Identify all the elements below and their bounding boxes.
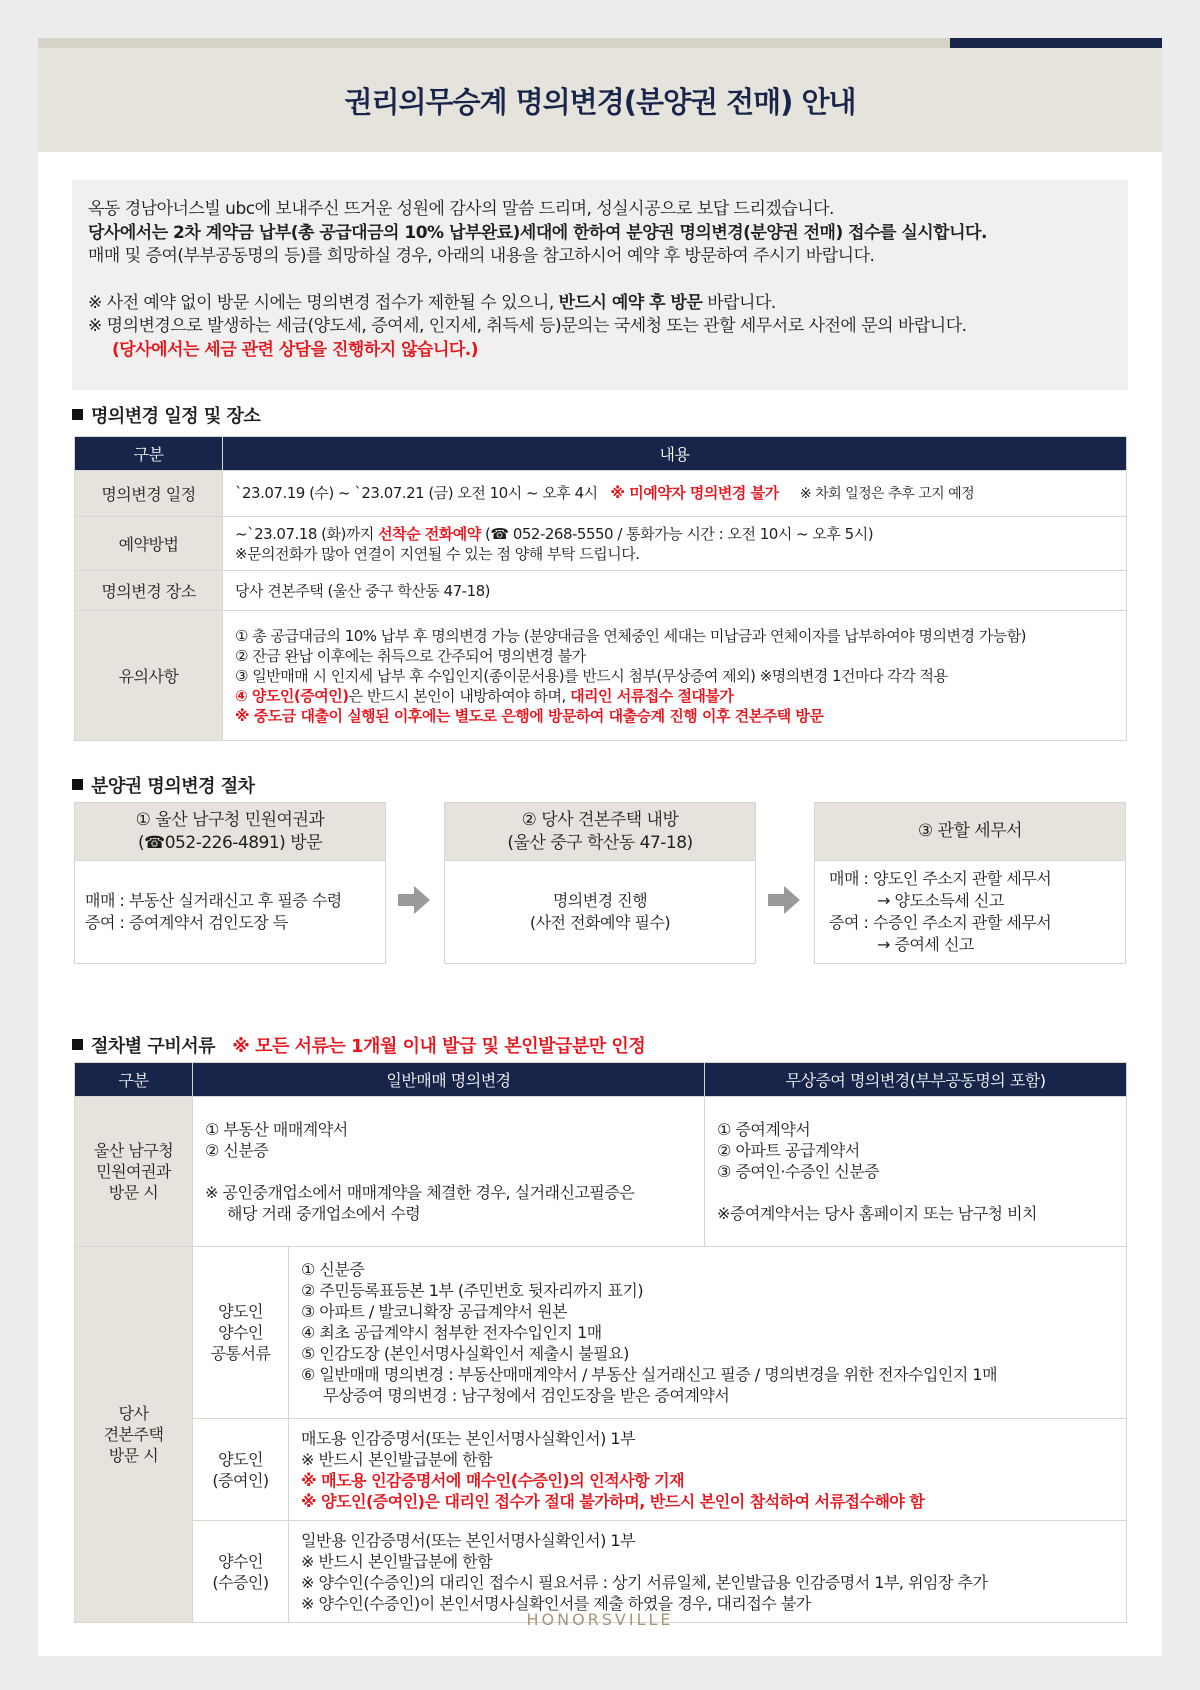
intro-note-1: ※ 사전 예약 없이 방문 시에는 명의변경 접수가 제한될 수 있으니, 반드시 예약 후 방문 바랍니다. xyxy=(88,292,776,313)
table-row xyxy=(75,1097,1127,1247)
arrow-right-icon xyxy=(768,884,800,916)
col-gift: 무상증여 명의변경(부부공동명의 포함) xyxy=(705,1063,1127,1097)
square-bullet-icon xyxy=(72,409,83,420)
intro-line-2: 당사에서는 2차 계약금 납부(총 공급대금의 10% 납부완료)세대에 한하여 분양권 명의변경(분양권 전매) 접수를 실시합니다. xyxy=(88,222,987,243)
col-category: 구분 xyxy=(75,1063,193,1097)
intro-line-3: 매매 및 증여(부부공동명의 등)를 희망하실 경우, 아래의 내용을 참고하시어 예약 후 방문하여 주시기 바랍니다. xyxy=(88,246,875,266)
arrow-right-icon xyxy=(398,884,430,916)
notice-page xyxy=(38,38,1162,1656)
table-row xyxy=(75,1247,1127,1419)
list-item: 일반용 인감증명서(또는 본인서명사실확인서) 1부 xyxy=(301,1530,636,1550)
gift-docs-list: ① 증여계약서 ② 아파트 공급계약서 ③ 증여인·수증인 신분증 ※증여계약서는 당사 홈페이지 또는 남구청 비치 xyxy=(705,1097,1127,1247)
honorsville-logo: HONORSVILLE xyxy=(526,1610,674,1629)
square-bullet-icon xyxy=(72,1039,83,1050)
step-1-head: ① 울산 남구청 민원여권과 (☎052-226-4891) 방문 xyxy=(75,803,385,861)
list-item: ※ 반드시 본인발급분에 한함 xyxy=(301,1449,493,1469)
list-item: ① 총 공급대금의 10% 납부 후 명의변경 가능 (분양대금을 연체중인 세대는 미납금과 연체이자를 납부하여야 명의변경 가능함) xyxy=(235,626,1027,645)
list-item: ※ 양수인(수증인)이 본인서명사실확인서를 제출 하였을 경우, 대리접수 불가 xyxy=(301,1593,811,1613)
step-2-box xyxy=(444,802,756,964)
row-label: 명의변경 장소 xyxy=(75,571,223,611)
top-bar-accent xyxy=(950,38,1162,48)
list-item: ② 잔금 완납 이후에는 취득으로 간주되어 명의변경 불가 xyxy=(235,646,586,665)
row-label: 당사 견본주택 방문 시 xyxy=(75,1247,193,1623)
col-content: 내용 xyxy=(223,437,1127,471)
list-item: ※ 반드시 본인발급분에 한함 xyxy=(301,1551,493,1571)
intro-note-3: (당사에서는 세금 관련 상담을 진행하지 않습니다.) xyxy=(112,339,479,360)
location-text: 당사 견본주택 (울산 중구 학산동 47-18) xyxy=(223,571,1127,611)
intro-box xyxy=(72,180,1128,390)
notes-list xyxy=(223,611,1127,741)
list-item: ※ 중도금 대출이 실행된 이후에는 별도로 은행에 방문하여 대출승계 진행 이후 견본주택 방문 xyxy=(235,706,824,725)
table-row xyxy=(75,1419,1127,1521)
list-item: ③ 아파트 / 발코니확장 공급계약서 원본 xyxy=(301,1302,568,1321)
sub-label: 양수인 (수증인) xyxy=(193,1521,289,1623)
table-header-row xyxy=(75,1063,1127,1097)
list-item: ③ 일반매매 시 인지세 납부 후 수입인지(종이문서용)를 반드시 첨부(무상증여 제외) ※명의변경 1건마다 각각 적용 xyxy=(235,666,948,685)
list-item: ④ 양도인(증여인)은 반드시 본인이 내방하여야 하며, 대리인 서류접수 절대불가 xyxy=(235,686,734,705)
step-1-body: 매매 : 부동산 실거래신고 후 필증 수령 증여 : 증여계약서 검인도장 득 xyxy=(85,891,342,932)
table-row xyxy=(75,571,1127,611)
sub-label: 양도인 (증여인) xyxy=(193,1419,289,1521)
col-sale: 일반매매 명의변경 xyxy=(193,1063,705,1097)
buyer-docs-list xyxy=(289,1521,1127,1623)
procedure-steps xyxy=(74,802,1126,964)
list-item: 무상증여 명의변경 : 남구청에서 검인도장을 받은 증여계약서 xyxy=(323,1386,730,1405)
step-3-box xyxy=(814,802,1126,964)
row-label: 유의사항 xyxy=(75,611,223,741)
sale-docs-list: ① 부동산 매매계약서 ② 신분증 ※ 공인중개업소에서 매매계약을 체결한 경우, 실거래신고필증은 해당 거래 중개업소에서 수령 xyxy=(193,1097,705,1247)
table-row xyxy=(75,611,1127,741)
common-docs-list xyxy=(289,1247,1127,1419)
procedure-section-title: 분양권 명의변경 절차 xyxy=(72,772,255,798)
intro-note-2: ※ 명의변경으로 발생하는 세금(양도세, 증여세, 인지세, 취득세 등)문의는 국세청 또는 관할 세무서로 사전에 문의 바랍니다. xyxy=(88,316,967,336)
step-2-head: ② 당사 견본주택 내방 (울산 중구 학산동 47-18) xyxy=(445,803,755,861)
list-item: ① 신분증 xyxy=(301,1260,365,1279)
list-item: ※ 양도인(증여인)은 대리인 접수가 절대 불가하며, 반드시 본인이 참석하여 서류접수해야 함 xyxy=(301,1491,925,1511)
list-item: ② 주민등록표등본 1부 (주민번호 뒷자리까지 표기) xyxy=(301,1281,644,1300)
row-label: 명의변경 일정 xyxy=(75,471,223,517)
row-label: 예약방법 xyxy=(75,517,223,571)
square-bullet-icon xyxy=(72,779,83,790)
step-3-body: 매매 : 양도인 주소지 관할 세무서 → 양도소득세 신고 증여 : 수증인 주소지 관할 세무서 → 증여세 신고 xyxy=(829,869,1052,954)
schedule-dates: `23.07.19 (수) ~ `23.07.21 (금) 오전 10시 ~ 오후 4시 ※ 미예약자 명의변경 불가 ※ 차회 일정은 추후 고지 예정 xyxy=(223,471,1127,517)
sub-label: 양도인 양수인 공통서류 xyxy=(193,1247,289,1419)
schedule-table xyxy=(74,436,1127,741)
list-item: ⑤ 인감도장 (본인서명사실확인서 제출시 불필요) xyxy=(301,1344,629,1363)
table-row xyxy=(75,471,1127,517)
table-header-row xyxy=(75,437,1127,471)
table-row xyxy=(75,1521,1127,1623)
step-2-body: 명의변경 진행 (사전 전화예약 필수) xyxy=(529,891,671,932)
list-item: ④ 최초 공급계약시 첨부한 전자수입인지 1매 xyxy=(301,1323,602,1342)
reservation-method: ~`23.07.18 (화)까지 선착순 전화예약 (☎ 052-268-5550 / 통화가능 시간 : 오전 10시 ~ 오후 5시) ※문의전화가 많아 연결이 지연될 수 있는 점 양해 부탁 드립니다. xyxy=(223,517,1127,571)
list-item: 매도용 인감증명서(또는 본인서명사실확인서) 1부 xyxy=(301,1428,636,1448)
page-header xyxy=(38,48,1162,152)
list-item: ⑥ 일반매매 명의변경 : 부동산매매계약서 / 부동산 실거래신고 필증 / 명의변경을 위한 전자수입인지 1매 xyxy=(301,1365,998,1384)
step-3-head: ③ 관할 세무서 xyxy=(815,803,1125,861)
list-item: ※ 양수인(수증인)의 대리인 접수시 필요서류 : 상기 서류일체, 본인발급용 인감증명서 1부, 위임장 추가 xyxy=(301,1572,988,1592)
documents-table xyxy=(74,1062,1127,1623)
documents-section-title: 절차별 구비서류 ※ 모든 서류는 1개월 이내 발급 및 본인발급분만 인정 xyxy=(72,1032,645,1058)
table-row xyxy=(75,517,1127,571)
list-item: ※ 매도용 인감증명서에 매수인(수증인)의 인적사항 기재 xyxy=(301,1470,685,1490)
row-label: 울산 남구청 민원여권과 방문 시 xyxy=(75,1097,193,1247)
seller-docs-list xyxy=(289,1419,1127,1521)
schedule-section-title: 명의변경 일정 및 장소 xyxy=(72,402,260,428)
intro-line-1: 옥동 경남아너스빌 ubc에 보내주신 뜨거운 성원에 감사의 말씀 드리며, 성실시공으로 보답 드리겠습니다. xyxy=(88,199,834,219)
page-title: 권리의무승계 명의변경(분양권 전매) 안내 xyxy=(344,84,856,119)
step-1-box xyxy=(74,802,386,964)
col-category: 구분 xyxy=(75,437,223,471)
